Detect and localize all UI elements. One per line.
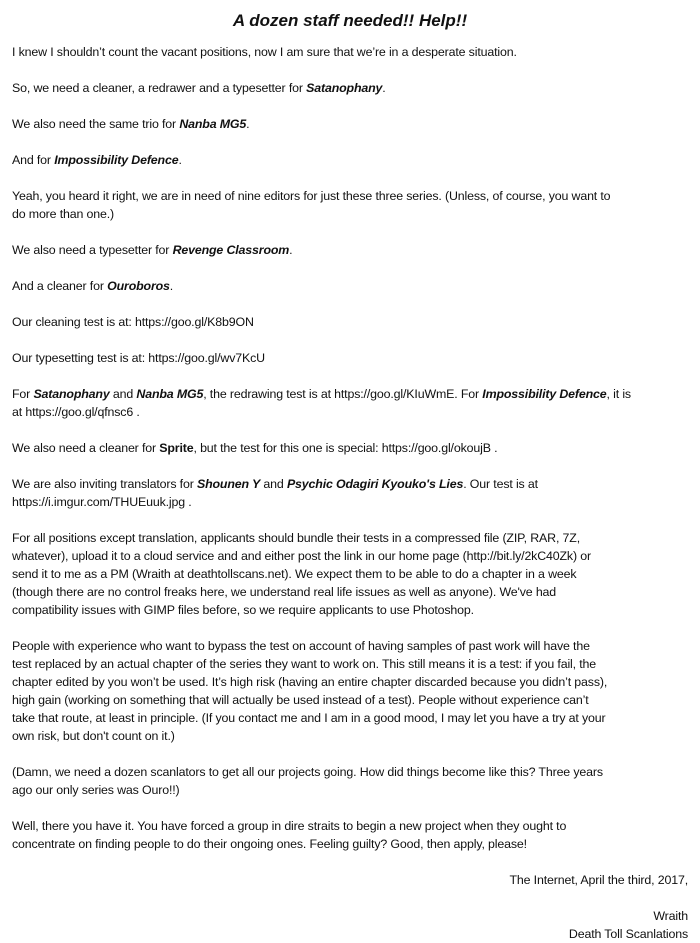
text-segment: We also need the same trio for	[12, 117, 180, 131]
text-segment: For all positions except translation, applicants should bundle their tests in a compressed file (ZIP, RAR, 7Z,	[12, 531, 580, 545]
emphasized-title: Shounen Y	[196, 477, 261, 491]
document-body	[12, 43, 688, 853]
emphasized-title: Impossibility Defence	[54, 153, 179, 167]
text-segment: We also need a cleaner for	[12, 441, 160, 455]
text-segment: ago our only series was Ouro!!)	[12, 783, 180, 797]
signature-block	[12, 907, 688, 943]
text-segment: , but the test for this one is special: https://goo.gl/okoujB .	[193, 441, 498, 455]
text-segment: I knew I shouldn’t count the vacant positions, now I am sure that we’re in a desperate situation.	[12, 45, 517, 59]
text-segment: (Damn, we need a dozen scanlators to get all our projects going. How did things become like this? Three years	[12, 765, 603, 779]
text-segment: .	[169, 279, 174, 293]
text-line	[12, 763, 688, 781]
text-line	[12, 583, 688, 601]
text-segment: .	[178, 153, 182, 167]
text-line	[12, 205, 688, 223]
text-line	[12, 403, 688, 421]
paragraph	[12, 349, 688, 367]
emphasized-title: Revenge Classroom	[172, 243, 290, 257]
emphasized-title: Psychic Odagiri Kyouko's Lies	[286, 477, 464, 491]
text-line	[12, 565, 688, 583]
text-line	[12, 439, 688, 457]
paragraph	[12, 115, 688, 133]
paragraph	[12, 187, 688, 223]
text-segment: https://i.imgur.com/THUEuuk.jpg .	[12, 495, 192, 509]
text-segment: . Our test is at	[463, 477, 538, 491]
text-line	[12, 349, 688, 367]
text-line	[12, 241, 688, 259]
text-segment: We are also inviting translators for	[12, 477, 197, 491]
paragraph	[12, 817, 688, 853]
text-segment: and	[260, 477, 287, 491]
text-line	[12, 637, 688, 655]
signature-dateline	[12, 871, 688, 889]
text-segment: Our cleaning test is at: https://goo.gl/K8b9ON	[12, 315, 254, 329]
emphasized-title: Satanophany	[306, 81, 383, 95]
text-line	[12, 277, 688, 295]
emphasized-title: Sprite	[159, 441, 194, 455]
text-segment: , it is	[606, 387, 631, 401]
text-line	[12, 709, 688, 727]
dateline: The Internet, April the third, 2017,	[509, 873, 688, 887]
text-line	[12, 313, 688, 331]
text-line	[12, 655, 688, 673]
paragraph	[12, 43, 688, 61]
text-line	[12, 79, 688, 97]
text-segment: Well, there you have it. You have forced a group in dire straits to begin a new project when they ought to	[12, 819, 567, 833]
paragraph	[12, 151, 688, 169]
text-line	[12, 151, 688, 169]
text-segment: do more than one.)	[12, 207, 114, 221]
text-line	[12, 817, 688, 835]
text-line	[12, 601, 688, 619]
emphasized-title: Impossibility Defence	[482, 387, 607, 401]
text-segment: For	[12, 387, 34, 401]
signature-name: Wraith	[653, 909, 688, 923]
paragraph	[12, 241, 688, 259]
paragraph	[12, 475, 688, 511]
text-line	[12, 691, 688, 709]
text-segment: send it to me as a PM (Wraith at deathtollscans.net). We expect them to be able to do a chapter in a week	[12, 567, 577, 581]
text-line	[12, 727, 688, 745]
text-line	[12, 475, 688, 493]
paragraph	[12, 529, 688, 619]
text-line	[12, 673, 688, 691]
text-segment: concentrate on finding people to do their ongoing ones. Feeling guilty? Good, then apply, please!	[12, 837, 527, 851]
paragraph	[12, 637, 688, 745]
text-segment: .	[289, 243, 293, 257]
text-segment: People with experience who want to bypass the test on account of having samples of past work will have the	[12, 639, 590, 653]
text-segment: , the redrawing test is at https://goo.gl/KIuWmE. For	[203, 387, 483, 401]
text-line	[12, 187, 688, 205]
text-segment: compatibility issues with GIMP files before, so we require applicants to use Photoshop.	[12, 603, 474, 617]
text-line	[12, 43, 688, 61]
paragraph	[12, 763, 688, 799]
text-segment: take that route, at least in principle. (If you contact me and I am in a good mood, I may let you have a try at your	[12, 711, 606, 725]
text-segment: And for	[12, 153, 55, 167]
text-line	[12, 547, 688, 565]
text-line	[12, 835, 688, 853]
text-segment: high gain (working on something that will actually be used instead of a test). People without experience can’t	[12, 693, 589, 707]
signature-group: Death Toll Scanlations	[568, 927, 688, 941]
text-segment: chapter edited by you won’t be used. It’s high risk (having an entire chapter discarded because you didn’t pass),	[12, 675, 608, 689]
text-segment: .	[246, 117, 250, 131]
paragraph	[12, 439, 688, 457]
emphasized-title: Satanophany	[33, 387, 110, 401]
text-segment: at https://goo.gl/qfnsc6 .	[12, 405, 140, 419]
text-line	[12, 385, 688, 403]
paragraph	[12, 385, 688, 421]
text-segment: Yeah, you heard it right, we are in need of nine editors for just these three series. (Unless, of course, you want to	[12, 189, 611, 203]
text-segment: So, we need a cleaner, a redrawer and a typesetter for	[12, 81, 307, 95]
page-title: A dozen staff needed!! Help!!	[232, 11, 468, 30]
text-segment: Our typesetting test is at: https://goo.gl/wv7KcU	[12, 351, 265, 365]
text-segment: whatever), upload it to a cloud service and and either post the link in our home page (http://bit.ly/2kC40Zk) or	[12, 549, 591, 563]
text-segment: test replaced by an actual chapter of the series they want to work on. This still means it is a test: if you fail, the	[12, 657, 597, 671]
text-line	[12, 781, 688, 799]
text-segment: (though there are no control freaks here, we understand real life issues as well as anyone). We've had	[12, 585, 557, 599]
text-segment: We also need a typesetter for	[12, 243, 173, 257]
emphasized-title: Nanba MG5	[179, 117, 247, 131]
text-line	[12, 493, 688, 511]
text-segment: own risk, but don't count on it.)	[12, 729, 175, 743]
text-segment: and	[109, 387, 137, 401]
text-segment: And a cleaner for	[12, 279, 108, 293]
paragraph	[12, 79, 688, 97]
emphasized-title: Ouroboros	[107, 279, 170, 293]
emphasized-title: Nanba MG5	[136, 387, 204, 401]
text-segment: .	[382, 81, 386, 95]
paragraph	[12, 277, 688, 295]
text-line	[12, 115, 688, 133]
text-line	[12, 529, 688, 547]
paragraph	[12, 313, 688, 331]
